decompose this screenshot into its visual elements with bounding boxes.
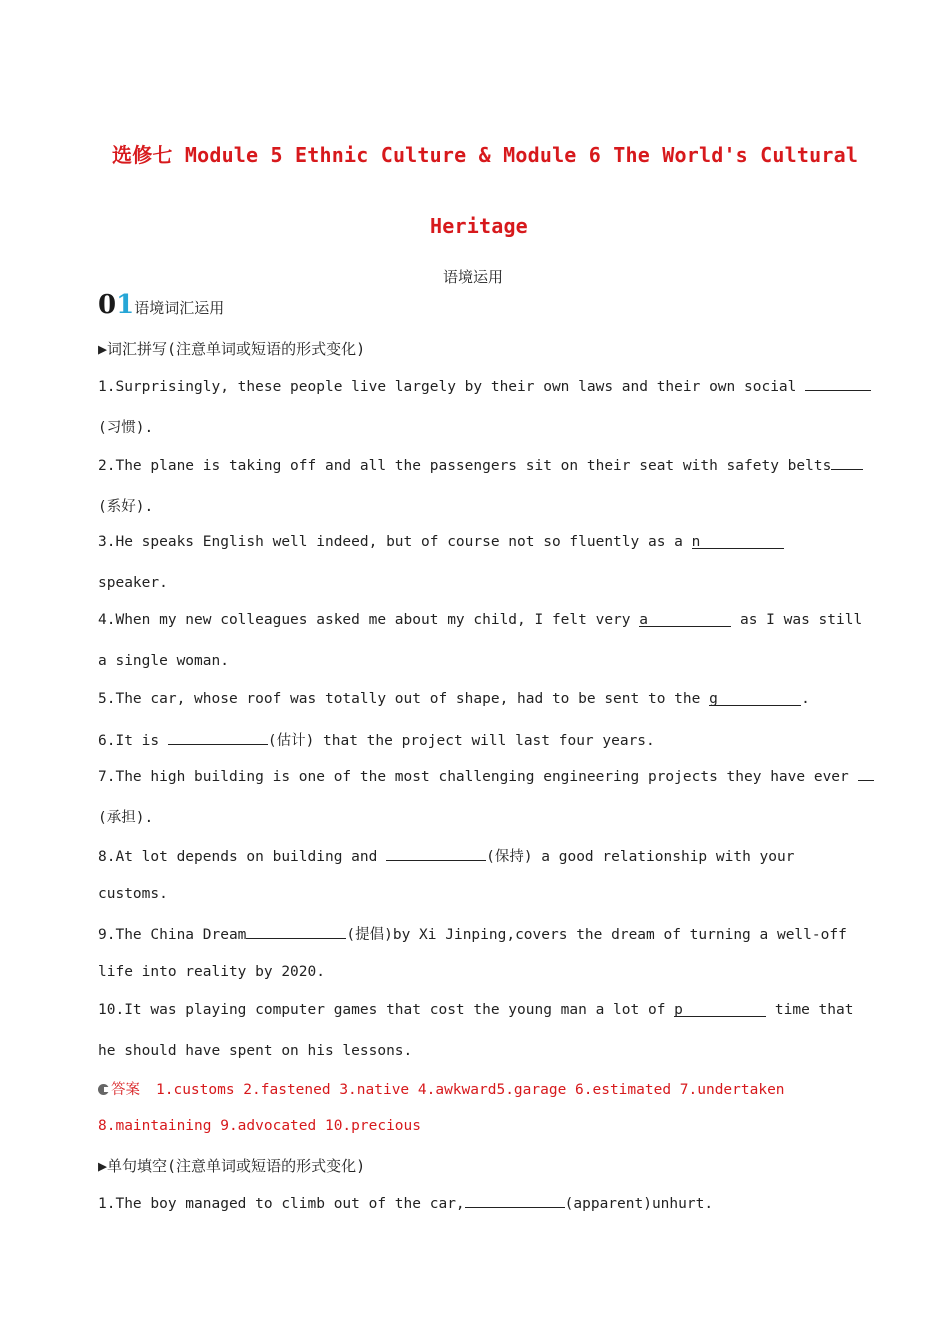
question-9: 9.The China Dream (提倡)by Xi Jinping,covers the dream of turning a well-off [98, 923, 847, 944]
part1-header: ▶词汇拼写(注意单词或短语的形式变化) [98, 340, 366, 358]
section-number: 01 [98, 290, 135, 320]
question-9-cont: life into reality by 2020. [98, 964, 325, 980]
question-7-hint: (承担). [98, 810, 154, 826]
question-3: 3.He speaks English well indeed, but of course not so fluently as a n [98, 534, 784, 550]
answer-blank[interactable] [858, 766, 874, 781]
question-8-cont: customs. [98, 886, 168, 902]
question-8: 8.At lot depends on building and (保持) a good relationship with your [98, 845, 794, 866]
question-10-cont: he should have spent on his lessons. [98, 1043, 413, 1059]
question-6: 6.It is (估计) that the project will last four years. [98, 729, 655, 750]
answer-blank[interactable] [168, 730, 268, 745]
answer-blank[interactable] [386, 846, 486, 861]
answer-blank[interactable]: p [674, 1002, 766, 1017]
answer-blank[interactable] [805, 376, 871, 391]
question-3-cont: speaker. [98, 575, 168, 591]
answer-blank[interactable] [831, 455, 863, 470]
question-1: 1.Surprisingly, these people live largely by their own laws and their own social [98, 376, 871, 395]
answer-blank[interactable]: a [639, 612, 731, 627]
title-line-1: 选修七 Module 5 Ethnic Culture & Module 6 The World's Cultural [112, 143, 859, 167]
question-2: 2.The plane is taking off and all the passengers sit on their seat with safety belts [98, 455, 863, 474]
answers-line-2: 8.maintaining 9.advocated 10.precious [98, 1118, 422, 1134]
part2-header: ▶单句填空(注意单词或短语的形式变化) [98, 1157, 366, 1175]
section-label: 语境词汇运用 [134, 299, 225, 317]
subtitle: 语境运用 [443, 268, 504, 286]
question-10: 10.It was playing computer games that cost the young man a lot of p time that [98, 1002, 854, 1018]
question-2-hint: (系好). [98, 499, 154, 515]
question-4: 4.When my new colleagues asked me about my child, I felt very a as I was still [98, 612, 863, 628]
question-1-hint: (习惯). [98, 420, 154, 436]
part2-question-1: 1.The boy managed to climb out of the car, (apparent)unhurt. [98, 1193, 713, 1212]
title-line-2: Heritage [430, 214, 528, 238]
answer-key-icon [98, 1084, 109, 1095]
answer-blank[interactable]: n [692, 534, 784, 549]
answer-blank[interactable] [465, 1193, 565, 1208]
section-heading [98, 290, 224, 320]
answer-blank[interactable]: g [709, 691, 801, 706]
question-7: 7.The high building is one of the most challenging engineering projects they have ever [98, 766, 874, 785]
question-4-cont: a single woman. [98, 653, 229, 669]
answer-blank[interactable] [246, 924, 346, 939]
answers-line-1: 答案 1.customs 2.fastened 3.native 4.awkward5.garage 6.estimated 7.undertaken [98, 1078, 785, 1099]
question-5: 5.The car, whose roof was totally out of shape, had to be sent to the g . [98, 691, 810, 707]
